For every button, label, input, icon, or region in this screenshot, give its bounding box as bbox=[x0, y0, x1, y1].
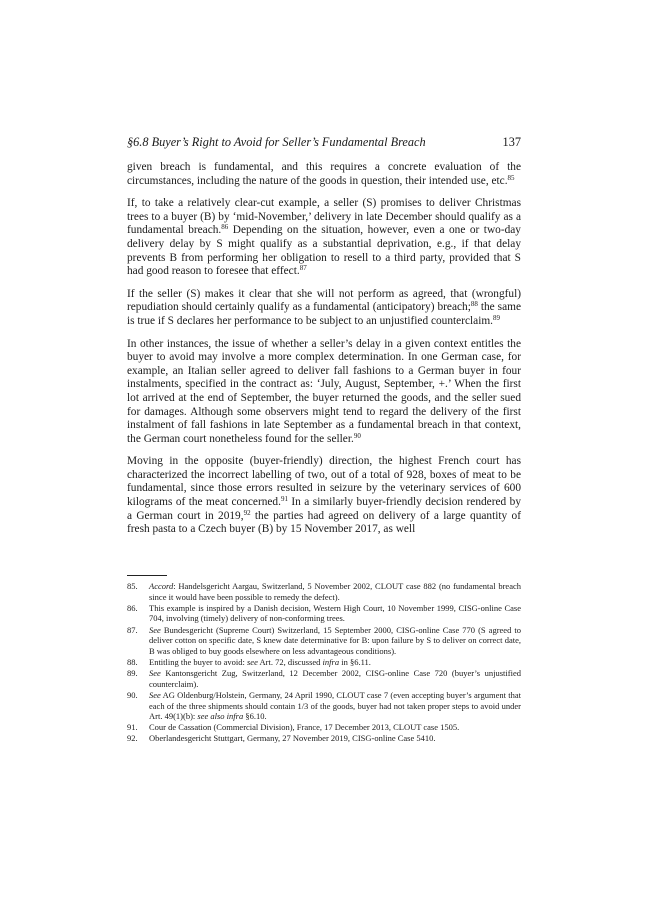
footnote bbox=[127, 668, 521, 689]
footnote-text: Accord: Handelsgericht Aargau, Switzerland, 5 November 2002, CLOUT case 882 (no fundamental breach since it would have been possible to remedy the defect). bbox=[149, 581, 521, 602]
running-head-title: §6.8 Buyer’s Right to Avoid for Seller’s Fundamental Breach bbox=[127, 135, 426, 149]
footnote-text: See Kantonsgericht Zug, Switzerland, 12 December 2002, CISG-online Case 720 (buyer’s unjustified counterclaim). bbox=[149, 668, 521, 689]
footnote bbox=[127, 733, 521, 744]
running-head bbox=[127, 135, 521, 150]
footnote-number: 90. bbox=[127, 689, 138, 700]
footnote-ref: 90 bbox=[353, 431, 361, 440]
paragraph: If the seller (S) makes it clear that she will not perform as agreed, that (wrongful) repudiation should certainly qualify as a fundamental (anticipatory) breach;$^{88}$ the same is true if S declares her performance to be subject to an unjustified counterclaim.$^{89}$ bbox=[127, 287, 521, 327]
footnote-ref: 87 bbox=[299, 264, 307, 273]
footnotes bbox=[127, 581, 521, 745]
footnote-text: This example is inspired by a Danish decision, Western High Court, 10 November 1999, CISG-online Case 704, involving (timely) delivery of non-conforming trees. bbox=[149, 602, 521, 624]
paragraph: Moving in the opposite (buyer-friendly) direction, the highest French court has characterized the incorrect labelling of two, out of a total of 928, boxes of meat to be fundamental, since those errors resulted in seizure by the veterinary services of 600 kilograms of the meat concerned.$^{91}$ In a similarly buyer-friendly decision rendered by a German court in 2019,92 the parties had agreed on delivery of a large quantity of fresh pasta to a Czech buyer (B) by 15 November 2017, as well bbox=[127, 455, 521, 536]
paragraph: given breach is fundamental, and this requires a concrete evaluation of the circumstances, including the nature of the goods in question, their intended use, etc.$^{85}$ bbox=[127, 161, 521, 187]
footnote bbox=[127, 690, 521, 722]
footnote-text: See Bundesgericht (Supreme Court) Switzerland, 15 September 2000, CISG-online Case 770 (S agreed to deliver cotton on specific date, S knew date determinative for B: upon failure by S to deliver on correct date, B was obliged to buy goods elsewhere on less advantageous conditions). bbox=[149, 624, 521, 656]
footnote-ref: 88 bbox=[470, 300, 478, 309]
footnote-ref: 86 bbox=[221, 223, 229, 232]
footnote-number: 88. bbox=[127, 656, 138, 667]
paragraph: In other instances, the issue of whether a seller’s delay in a given context entitles the buyer to avoid may involve a more complex determination. In one German case, for example, an Italian seller agreed to deliver fall fashions to a German buyer in four instalments, specified in the contract as: ‘July, August, September, +.’ When the first lot arrived at the end of September, the buyer returned the goods, and the seller sued for damages. Although some observers might tend to regard the delivery of the first instalment of fall fashions in late September as a fundamental breach in that context, the German court nonetheless found for the seller.$^{90}$ bbox=[127, 337, 521, 445]
footnote-number: 86. bbox=[127, 602, 138, 613]
footnote-number: 87. bbox=[127, 624, 138, 635]
footnote-ref: 85 bbox=[507, 173, 515, 182]
footnote-text: Cour de Cassation (Commercial Division), France, 17 December 2013, CLOUT case 1505. bbox=[149, 722, 460, 733]
footnote-ref: 89 bbox=[493, 313, 501, 322]
footnote-text: Entitling the buyer to avoid: see Art. 72, discussed infra in §6.11. bbox=[149, 656, 371, 667]
footnote-text: Oberlandesgericht Stuttgart, Germany, 27 November 2019, CISG-online Case 5410. bbox=[149, 733, 436, 744]
footnote-number: 91. bbox=[127, 722, 138, 733]
paragraph: If, to take a relatively clear-cut example, a seller (S) promises to deliver Christmas trees to a buyer (B) by ‘mid-November,’ delivery in late December should qualify as a fundamental breach.$^{86}$ Depending on the situation, however, even a one or two-day delivery delay by S might qualify as a substantial deprivation, e.g., if that delay prevents B from performing her obligation to resell to a third party, provided that S had good reason to foresee that effect.$^{87}$ bbox=[127, 197, 521, 278]
body-text bbox=[127, 161, 521, 546]
footnote bbox=[127, 625, 521, 657]
footnote bbox=[127, 722, 521, 733]
footnote-number: 92. bbox=[127, 733, 138, 744]
footnote-number: 89. bbox=[127, 668, 138, 679]
footnote-text: See AG Oldenburg/Holstein, Germany, 24 April 1990, CLOUT case 7 (even accepting buyer’s argument that each of the three shipments should contain 1/3 of the goods, buyer had not taken proper steps to avoid under Art. 49(1)(b): see also infra §6.10. bbox=[149, 689, 521, 722]
footnote-separator bbox=[127, 575, 167, 576]
footnote-ref: 92 bbox=[243, 508, 251, 517]
page-number: 137 bbox=[502, 135, 521, 149]
footnote-number: 85. bbox=[127, 581, 138, 591]
footnote bbox=[127, 581, 521, 602]
footnote bbox=[127, 657, 521, 668]
footnote bbox=[127, 603, 521, 624]
footnote-ref: 91 bbox=[280, 495, 288, 504]
